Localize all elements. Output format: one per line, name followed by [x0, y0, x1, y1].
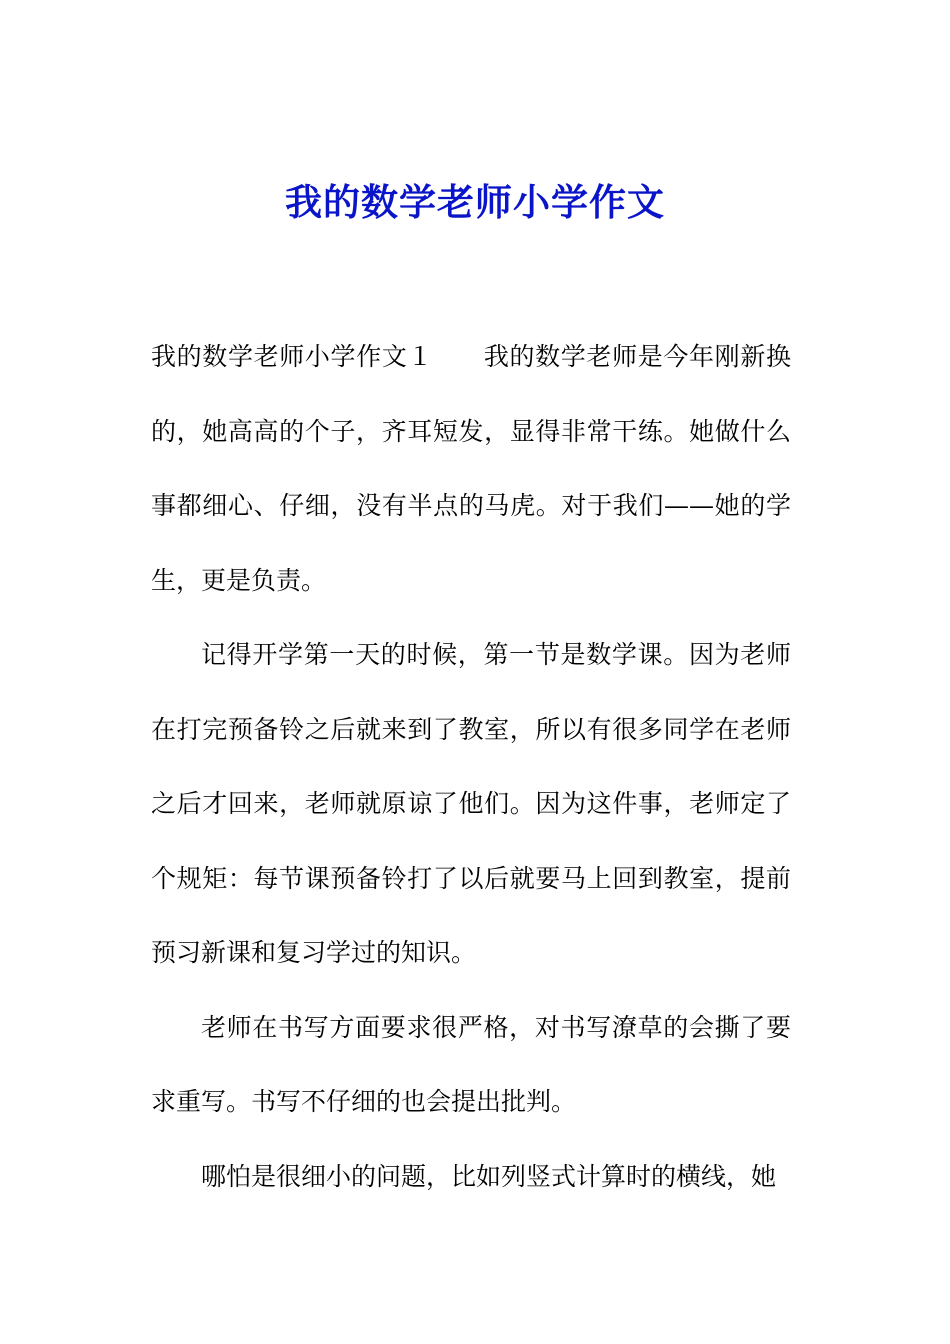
paragraph-1-text: 我的数学老师是今年刚新换的，她高高的个子，齐耳短发，显得非常干练。她做什么事都细心、仔细，没有半点的马虎。对于我们——她的学生，更是负责。 — [151, 342, 791, 595]
paragraph-4: 哪怕是很细小的问题，比如列竖式计算时的横线，她 — [201, 1161, 777, 1191]
paragraph-2: 记得开学第一天的时候，第一节是数学课。因为老师在打完预备铃之后就来到了教室，所以有很多同学在老师之后才回来，老师就原谅了他们。因为这件事，老师定了个规矩：每节课预备铃打了以后就要马上回到教室，提前预习新课和复习学过的知识。 — [151, 640, 791, 967]
document-title: 我的数学老师小学作文 — [285, 180, 665, 224]
essay-heading: 我的数学老师小学作文１ — [151, 342, 434, 371]
document-body — [151, 320, 791, 1214]
paragraph-3: 老师在书写方面要求很严格，对书写潦草的会撕了要求重写。书写不仔细的也会提出批判。 — [151, 1012, 791, 1116]
paragraph-1 — [151, 320, 791, 618]
